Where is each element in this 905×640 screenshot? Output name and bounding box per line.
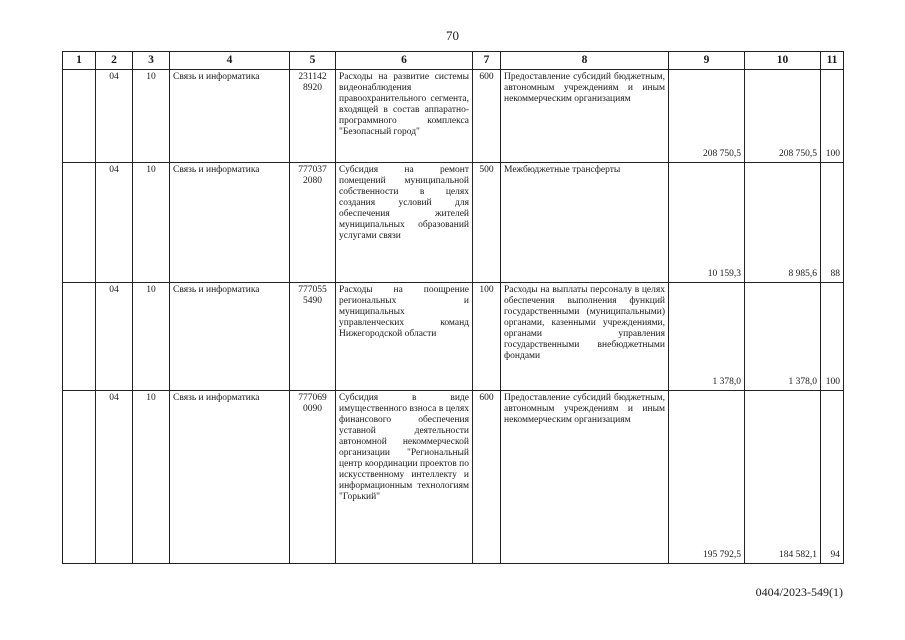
cell-subsection: 10 xyxy=(133,70,170,163)
cell-expense-name: Расходы на выплаты персоналу в целях обеспечения выполнения функций государственными (муниципальными) органами, казенными учреждениями, органами управления государственными внебюджетными фондами xyxy=(501,283,669,391)
cell-section: 04 xyxy=(96,163,133,283)
column-header: 2 xyxy=(96,52,133,70)
table-row xyxy=(63,163,844,283)
document-code: 0404/2023-549(1) xyxy=(755,585,843,599)
cell-target-name: Расходы на поощрение региональных и муниципальных управленческих команд Нижегородской области xyxy=(336,283,473,391)
column-header: 10 xyxy=(745,52,821,70)
cell-target-name: Субсидия на ремонт помещений муниципальной собственности в целях создания условий для обеспечения жителей муниципальных образований услугами связи xyxy=(336,163,473,283)
cell-expense-name: Межбюджетные трансферты xyxy=(501,163,669,283)
cell-target-name: Субсидия в виде имущественного взноса в целях финансового обеспечения уставной деятельности автономной некоммерческой организации "Региональный центр координации проектов по искусственному интеллекту и информационным технологиям "Горький" xyxy=(336,391,473,564)
budget-table xyxy=(62,51,844,564)
cell-executed: 1 378,0 xyxy=(745,283,821,391)
table-header-row xyxy=(63,52,844,70)
cell-percent: 94 xyxy=(821,391,844,564)
cell-subsection: 10 xyxy=(133,283,170,391)
column-header: 8 xyxy=(501,52,669,70)
cell-col1 xyxy=(63,163,96,283)
cell-target-code: 777055 5490 xyxy=(290,283,336,391)
cell-col1 xyxy=(63,391,96,564)
table-row xyxy=(63,70,844,163)
cell-executed: 208 750,5 xyxy=(745,70,821,163)
cell-col1 xyxy=(63,70,96,163)
cell-expense-type: 600 xyxy=(473,70,501,163)
cell-expense-name: Предоставление субсидий бюджетным, автономным учреждениям и иным некоммерческим организациям xyxy=(501,391,669,564)
cell-percent: 100 xyxy=(821,70,844,163)
cell-expense-type: 600 xyxy=(473,391,501,564)
cell-section-name: Связь и информатика xyxy=(170,70,290,163)
cell-target-code: 231142 8920 xyxy=(290,70,336,163)
cell-percent: 100 xyxy=(821,283,844,391)
cell-section-name: Связь и информатика xyxy=(170,391,290,564)
cell-planned: 1 378,0 xyxy=(669,283,745,391)
column-header: 11 xyxy=(821,52,844,70)
column-header: 5 xyxy=(290,52,336,70)
cell-col1 xyxy=(63,283,96,391)
cell-percent: 88 xyxy=(821,163,844,283)
cell-expense-type: 500 xyxy=(473,163,501,283)
column-header: 4 xyxy=(170,52,290,70)
cell-target-name: Расходы на развитие системы видеонаблюдения правоохранительного сегмента, входящей в состав аппаратно-программного комплекса "Безопасный город" xyxy=(336,70,473,163)
cell-target-code: 777037 2080 xyxy=(290,163,336,283)
cell-planned: 208 750,5 xyxy=(669,70,745,163)
cell-section: 04 xyxy=(96,391,133,564)
page-number: 70 xyxy=(446,28,459,43)
column-header: 6 xyxy=(336,52,473,70)
cell-executed: 8 985,6 xyxy=(745,163,821,283)
cell-target-code: 777069 0090 xyxy=(290,391,336,564)
cell-expense-type: 100 xyxy=(473,283,501,391)
cell-subsection: 10 xyxy=(133,391,170,564)
cell-expense-name: Предоставление субсидий бюджетным, автономным учреждениям и иным некоммерческим организациям xyxy=(501,70,669,163)
cell-planned: 10 159,3 xyxy=(669,163,745,283)
table-row xyxy=(63,283,844,391)
cell-section: 04 xyxy=(96,70,133,163)
column-header: 1 xyxy=(63,52,96,70)
column-header: 9 xyxy=(669,52,745,70)
column-header: 7 xyxy=(473,52,501,70)
cell-section: 04 xyxy=(96,283,133,391)
column-header: 3 xyxy=(133,52,170,70)
cell-executed: 184 582,1 xyxy=(745,391,821,564)
cell-section-name: Связь и информатика xyxy=(170,283,290,391)
table-row xyxy=(63,391,844,564)
cell-subsection: 10 xyxy=(133,163,170,283)
cell-planned: 195 792,5 xyxy=(669,391,745,564)
cell-section-name: Связь и информатика xyxy=(170,163,290,283)
